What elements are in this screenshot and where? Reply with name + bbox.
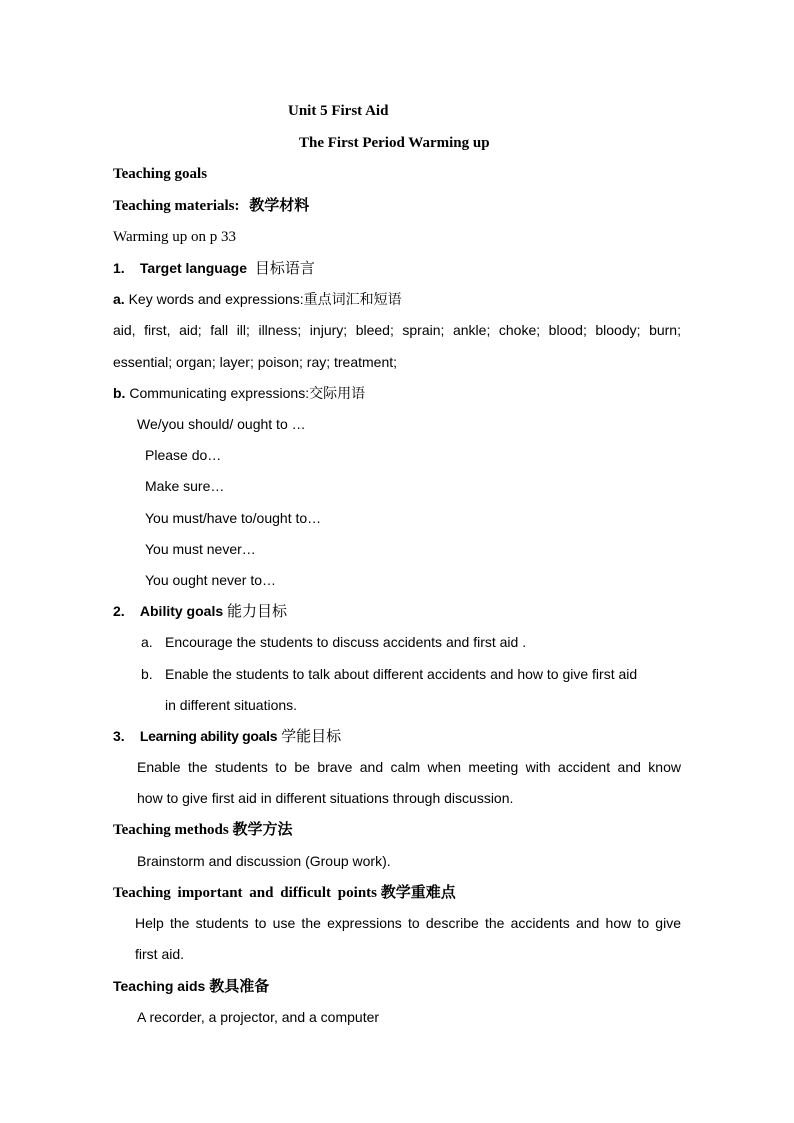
teaching-aids-text: A recorder, a projector, and a computer bbox=[137, 1009, 380, 1025]
target-language-label: Target language bbox=[139, 260, 247, 276]
teaching-materials-cn: 教学材料 bbox=[249, 196, 310, 214]
important-points-heading bbox=[113, 882, 456, 903]
unit-title: Unit 5 First Aid bbox=[288, 103, 389, 119]
expression-item: Make sure… bbox=[145, 478, 225, 494]
teaching-aids-label: Teaching aids bbox=[113, 978, 206, 994]
expression-item: Please do… bbox=[145, 447, 222, 463]
key-words-text: Key words and expressions:重点词汇和短语 bbox=[128, 291, 402, 307]
learning-ability-heading bbox=[113, 726, 341, 746]
expression-item: You ought never to… bbox=[145, 572, 277, 588]
materials-text: Warming up on p 33 bbox=[113, 229, 236, 245]
learning-ability-line-1: Enable the students to be brave and calm when meeting with accident and know bbox=[137, 759, 681, 775]
learning-ability-line-2: how to give first aid in different situations through discussion. bbox=[137, 790, 514, 806]
ability-item-a bbox=[141, 632, 526, 652]
ability-item-a-text: Encourage the students to discuss accidents and first aid . bbox=[165, 634, 527, 650]
section-number: 3. bbox=[113, 728, 125, 744]
teaching-goals-heading: Teaching goals bbox=[113, 166, 208, 182]
ability-item-b bbox=[141, 664, 681, 684]
item-letter: a. bbox=[113, 291, 125, 307]
important-points-cn: 教学重难点 bbox=[380, 883, 456, 901]
target-language-cn: 目标语言 bbox=[254, 259, 315, 277]
ability-goals-label: Ability goals bbox=[139, 603, 224, 619]
learning-ability-label: Learning ability goals bbox=[139, 728, 278, 744]
teaching-methods-label: Teaching methods bbox=[113, 822, 229, 838]
section-number: 2. bbox=[113, 603, 125, 619]
period-title: The First Period Warming up bbox=[299, 135, 490, 151]
learning-ability-cn: 学能目标 bbox=[281, 727, 342, 745]
teaching-methods-cn: 教学方法 bbox=[232, 820, 293, 838]
ability-item-b-text: Enable the students to talk about different accidents and how to give first aid bbox=[165, 666, 638, 682]
words-line-1: aid, first, aid; fall ill; illness; injury; bleed; sprain; ankle; choke; blood; bloody; burn; bbox=[113, 322, 681, 338]
words-line-2: essential; organ; layer; poison; ray; treatment; bbox=[113, 354, 398, 370]
expression-item: You must never… bbox=[145, 541, 256, 557]
teaching-methods-text: Brainstorm and discussion (Group work). bbox=[137, 853, 391, 869]
ability-goals-heading bbox=[113, 601, 287, 621]
item-letter: b. bbox=[141, 666, 153, 682]
ability-goals-cn: 能力目标 bbox=[227, 602, 288, 620]
item-letter: a. bbox=[141, 634, 153, 650]
teaching-materials-heading bbox=[113, 195, 309, 216]
important-points-line-1: Help the students to use the expressions to describe the accidents and how to give bbox=[135, 915, 681, 931]
ability-item-b-cont: in different situations. bbox=[165, 697, 298, 713]
expression-item: You must/have to/ought to… bbox=[145, 510, 322, 526]
section-number: 1. bbox=[113, 260, 125, 276]
teaching-methods-heading bbox=[113, 819, 292, 840]
teaching-aids-heading bbox=[113, 976, 269, 996]
important-points-line-2: first aid. bbox=[135, 946, 185, 962]
important-points-label: Teaching important and difficult points bbox=[113, 885, 377, 901]
teaching-aids-cn: 教具准备 bbox=[209, 977, 270, 995]
communicating-text: Communicating expressions:交际用语 bbox=[129, 385, 366, 401]
teaching-materials-label: Teaching materials: bbox=[113, 198, 240, 214]
key-words-label bbox=[113, 289, 402, 309]
communicating-label bbox=[113, 383, 365, 403]
item-letter: b. bbox=[113, 385, 126, 401]
expression-item: We/you should/ ought to … bbox=[137, 416, 306, 432]
target-language-heading bbox=[113, 258, 315, 278]
